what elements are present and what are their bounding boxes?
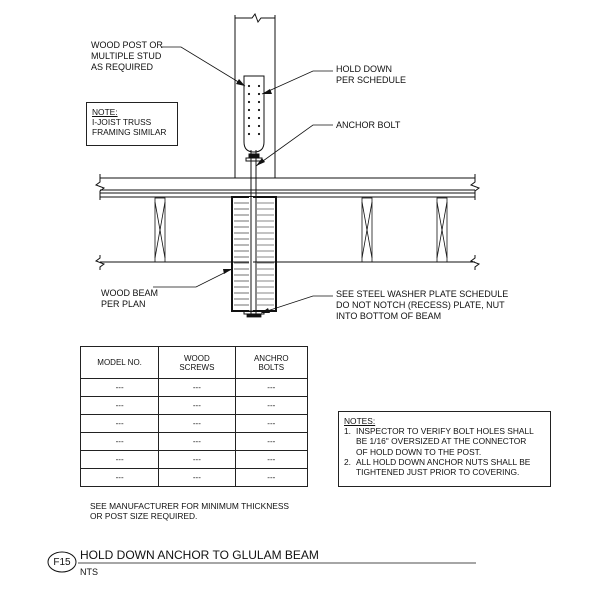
note-text: OF HOLD DOWN TO THE POST.: [356, 446, 482, 457]
table-row: --- --- ---: [81, 415, 308, 433]
hold-down-schedule-table: [80, 346, 308, 487]
note-item-2: [344, 457, 545, 477]
notes-box: [338, 411, 551, 487]
anchor-bolt-label: ANCHOR BOLT: [336, 120, 401, 130]
header-model-no: MODEL NO.: [81, 347, 159, 379]
title-block: [48, 548, 476, 577]
detail-id: F15: [53, 557, 71, 568]
hold-down-label-2: PER SCHEDULE: [336, 75, 407, 85]
leader-lines: [153, 47, 333, 313]
hold-down-label-1: HOLD DOWN: [336, 64, 392, 74]
footnote-line: SEE MANUFACTURER FOR MINIMUM THICKNESS: [90, 501, 289, 511]
wood-post-label-3: AS REQUIRED: [91, 62, 154, 72]
wood-beam-label-2: PER PLAN: [101, 299, 146, 309]
schedule-footnote: [90, 501, 289, 521]
floor-framing: [96, 174, 479, 270]
note-number: 1.: [344, 426, 351, 437]
table-row: --- --- ---: [81, 379, 308, 397]
note-line: FRAMING SIMILAR: [92, 127, 167, 137]
note-line: I-JOIST TRUSS: [92, 117, 152, 127]
header-wood-screws: WOOD SCREWS: [159, 347, 235, 379]
header-anchor-bolts: ANCHRO BOLTS: [235, 347, 307, 379]
detail-scale: NTS: [80, 567, 98, 577]
detail-title: HOLD DOWN ANCHOR TO GLULAM BEAM: [80, 548, 319, 562]
note-text: TIGHTENED JUST PRIOR TO COVERING.: [356, 467, 520, 478]
note-title: NOTE:: [92, 107, 118, 117]
washer-plate-label-2: DO NOT NOTCH (RECESS) PLATE, NUT: [336, 300, 505, 310]
table-header-row: [81, 347, 308, 379]
wood-post-label-2: MULTIPLE STUD: [91, 51, 162, 61]
note-item-1: [344, 426, 545, 457]
footnote-line: OR POST SIZE REQUIRED.: [90, 511, 198, 521]
glulam-beam: [232, 197, 276, 317]
note-number: 2.: [344, 456, 351, 467]
note-text: ALL HOLD DOWN ANCHOR NUTS SHALL BE: [356, 456, 531, 467]
washer-plate-label-1: SEE STEEL WASHER PLATE SCHEDULE: [336, 289, 509, 299]
table-row: --- --- ---: [81, 397, 308, 415]
wood-post: [235, 14, 275, 178]
note-box: [86, 102, 178, 146]
washer-plate-label-3: INTO BOTTOM OF BEAM: [336, 311, 442, 321]
note-text: BE 1/16" OVERSIZED AT THE CONNECTOR: [356, 436, 527, 447]
notes-title: NOTES:: [344, 416, 376, 426]
table-row: --- --- ---: [81, 433, 308, 451]
hold-down-bracket: [244, 76, 264, 161]
wood-post-label-1: WOOD POST OR: [91, 40, 163, 50]
joist-blocking: [155, 198, 447, 262]
note-text: INSPECTOR TO VERIFY BOLT HOLES SHALL: [356, 426, 534, 437]
wood-beam-label-1: WOOD BEAM: [101, 288, 159, 298]
table-row: --- --- ---: [81, 451, 308, 469]
table-row: --- --- ---: [81, 469, 308, 487]
